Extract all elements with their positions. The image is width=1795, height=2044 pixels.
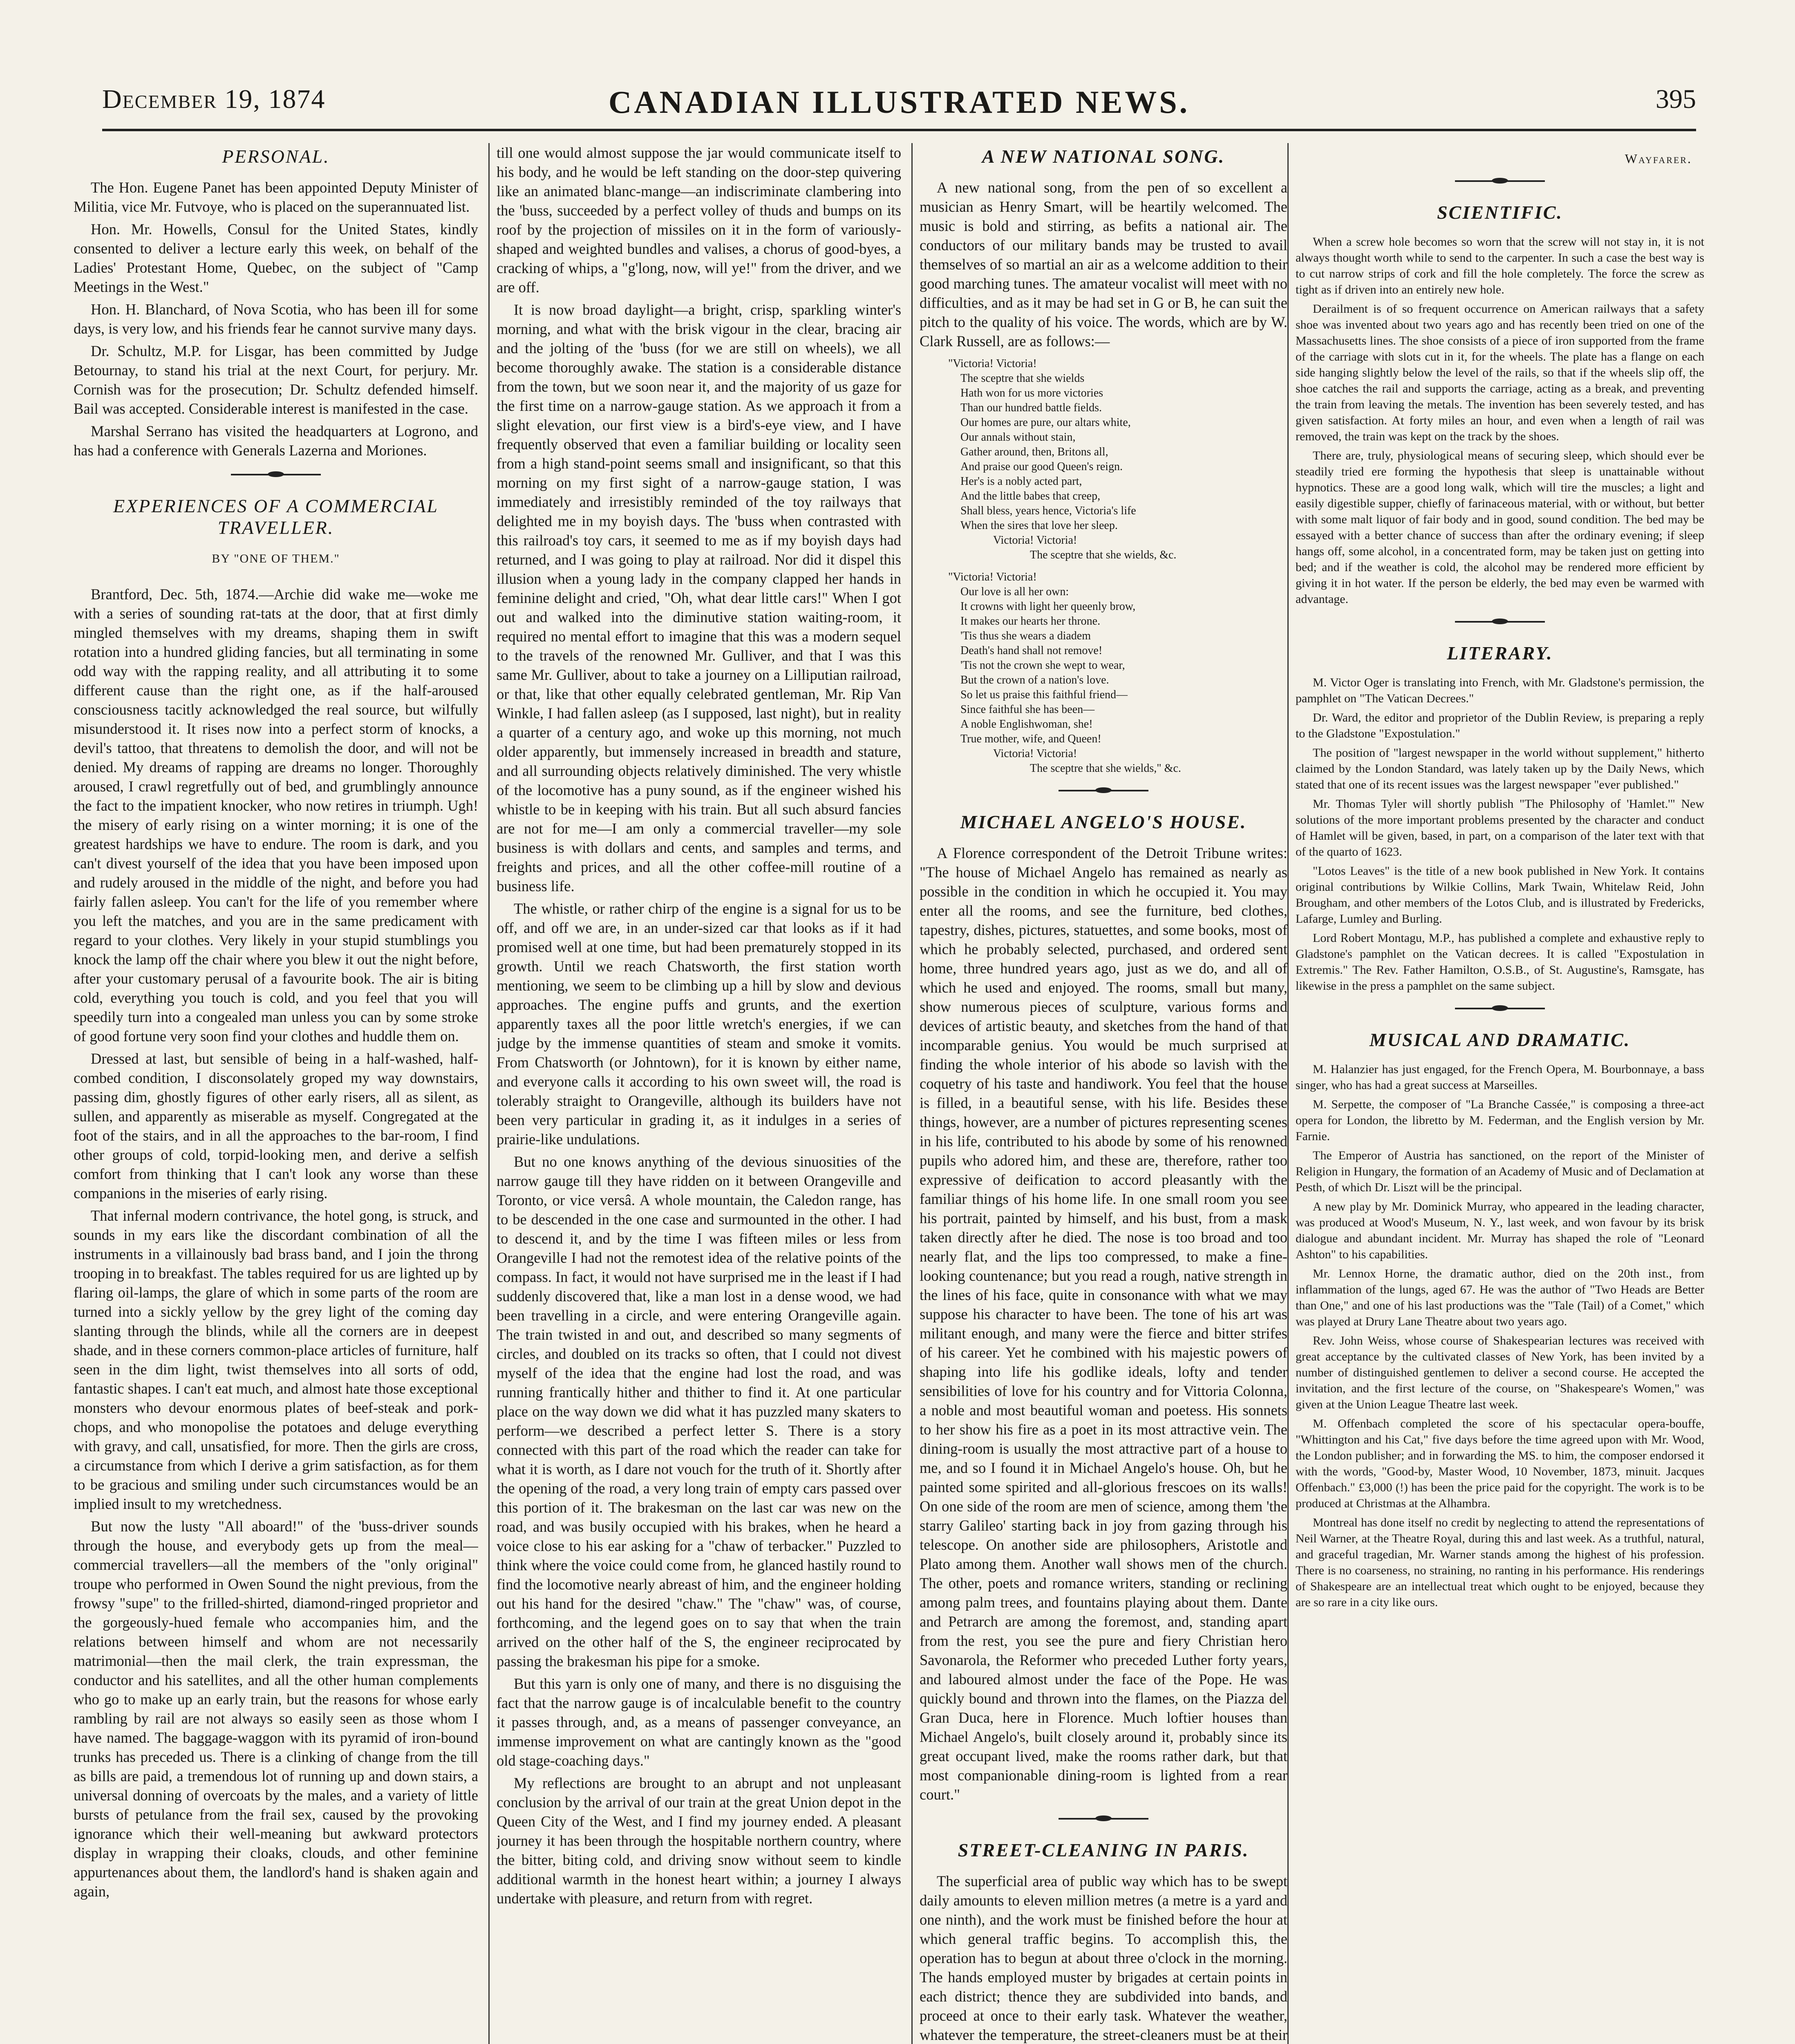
poem-line: So let us praise this faithful friend— <box>960 688 1128 701</box>
byline: BY "ONE OF THEM." <box>212 552 340 565</box>
section-heading: STREET-CLEANING IN PARIS. <box>958 1840 1249 1860</box>
paragraph: Dr. Ward, the editor and proprietor of the Dublin Review, is preparing a reply to the Gladstone "Expostulation." <box>1296 711 1704 740</box>
paragraph: The superficial area of public way which has to be swept daily amounts to eleven million metres (a metre is a yard and one ninth), and the work must be finished before the hour at which general traffic begins. To accomplish this, the operation has to begun at about three o'clock in the morning. The hands employed muster by brigades at certain points in each district; thence they are subdivided into bands, and proceed at once to their early task. Whatever the weather, whatever the temperature, the street-cleaners must be at their <box>920 1873 1287 2043</box>
section-heading: MUSICAL AND DRAMATIC. <box>1369 1029 1631 1050</box>
poem-line: Our love is all her own: <box>960 585 1069 598</box>
paragraph: M. Offenbach completed the score of his spectacular opera-bouffe, "Whittington and his Cat," five days before the time agreed upon with Mr. Wood, the London publisher; and in forwarding the MS. to him, the composer endorsed it with the words, "Good-by, Master Wood, 10 November, 1873, minuit. Jacques Offenbach." £3,000 (!) has been the price paid for the copyright. The work is to be produced at Christmas at the Alhambra. <box>1296 1417 1704 1510</box>
poem-line: But the crown of a nation's love. <box>960 674 1109 686</box>
section-divider <box>1455 621 1545 626</box>
paragraph: A new play by Mr. Dominick Murray, who appeared in the leading character, was produced at Wood's Museum, N. Y., last week, and won favour by its brisk dialogue and abundant incident. Mr. Murray has shaped the role of "Leonard Ashton" to his capabilities. <box>1296 1200 1704 1261</box>
poem-line: Death's hand shall not remove! <box>960 644 1103 657</box>
section-heading: MICHAEL ANGELO'S HOUSE. <box>960 811 1247 832</box>
column-rule <box>488 143 490 2044</box>
section-divider <box>1059 790 1148 795</box>
paragraph: The Emperor of Austria has sanctioned, on the report of the Minister of Religion in Hungary, the formation of an Academy of Music and of Declamation at Pesth, of which Dr. Liszt will be the principal. <box>1296 1149 1704 1194</box>
poem-line: The sceptre that she wields, &c. <box>1030 549 1177 561</box>
paragraph: Rev. John Weiss, whose course of Shakespearian lectures was received with great acceptance by the cultivated classes of New York, has been invited by a number of distinguished gentlemen to deliver a second course. He accepted the invitation, and the first lecture of the course, on "Shakespeare's Women," was given at the Union League Theatre last week. <box>1296 1334 1704 1411</box>
poem-line: Gather around, then, Britons all, <box>960 446 1108 458</box>
column-4 <box>1296 143 1704 2044</box>
signature: Wayfarer. <box>1625 151 1692 166</box>
paragraph: Marshal Serrano has visited the headquarters at Logrono, and has had a conference with Generals Lazerna and Moriones. <box>74 423 478 459</box>
poem-line: And praise our good Queen's reign. <box>960 460 1123 473</box>
paragraph: A Florence correspondent of the Detroit Tribune writes: "The house of Michael Angelo has remained as nearly as possible in the condition in which he occupied it. You may enter all the rooms, and see the furniture, bed clothes, tapestry, dishes, pictures, statuettes, and some books, most of which he probably selected, purchased, and ordered sent home, three hundred years ago, just as we do, and all of which he used and enjoyed. The rooms, small but many, show numerous pieces of sculpture, various forms and devices of artistic beauty, and sketches from the hand of that incomparable genius. You would be much surprised at finding the whole interior of his abode so lavish with the coquetry of his taste and handiwork. You feel that the house is filled, in a beautiful sense, with his life. Besides these things, however, are a number of pictures representing scenes in his life, contributed to his abode by some of his renowned pupils who adored him, and these are, therefore, rather too expressive of deification to accord pleasantly with the familiar things of his home life. In one small room you see his portrait, painted by himself, and his bust, from a mask taken directly after he died. The nose is too broad and too nearly flat, and the lips too compressed, to make a fine-looking countenance; but you read a rough, native strength in the lines of his face, quite in consonance with what we may suppose his character to have been. The tone of his art was militant enough, and many were the fierce and bitter strifes of his career. Yet he combined with his majestic powers of shaping into life his godlike ideals, lofty and tender sensibilities of love for his country and for Vittoria Colonna, a noble and most beautiful woman and poetess. His sonnets to her show his fire as a poet in its most attractive vein. The dining-room is usually the most attractive part of a house to me, and so I found it in Michael Angelo's house. Oh, but he painted some spirited and all-glorious frescoes on its walls! On one side of the room are men of science, among them 'the starry Galileo' starting back in joy from gazing through his telescope. On another side are philosophers, Aristotle and Plato among them. Another wall shows men of the church. The other, poets and romance writers, standing or reclining among palm trees, and fountains playing about them. Dante and Petrarch are among the foremost, and, standing apart from the rest, you see the pure and fiery Christian hero Savonarola, the Reformer who preceded Luther forty years, and laboured almost under the face of the Pope. He was quickly bound and thrown into the flames, on the Piazza del Gran Duca, here in Florence. Much loftier houses than Michael Angelo's, built closely around it, probably since its great occupant lived, make the rooms rather dark, but that most companionable dining-room is lighted from a rear court." <box>920 845 1287 1803</box>
paragraph: The Hon. Eugene Panet has been appointed Deputy Minister of Militia, vice Mr. Futvoye, who is placed on the superannuated list. <box>74 179 478 215</box>
street-cleaning-section <box>920 1839 1287 2044</box>
poem-line: Than our hundred battle fields. <box>960 401 1102 414</box>
scientific-section <box>1296 202 1704 607</box>
literary-section <box>1296 642 1704 994</box>
section-divider <box>1455 1008 1545 1013</box>
paragraph: M. Serpette, the composer of "La Branche Cassée," is composing a three-act opera for London, the libretto by M. Federman, and the English version by Mr. Farnie. <box>1296 1098 1704 1143</box>
column-rule <box>911 143 913 2044</box>
poem-verse <box>948 570 1287 776</box>
experiences-section <box>74 495 478 1901</box>
masthead <box>102 80 1696 131</box>
page-number: 395 <box>1656 84 1696 114</box>
section-heading: PERSONAL. <box>222 146 330 167</box>
musical-section <box>1296 1029 1704 1610</box>
poem-line: Victoria! Victoria! <box>993 747 1077 760</box>
national-song-section <box>920 146 1287 776</box>
paragraph: It is now broad daylight—a bright, crisp, sparkling winter's morning, and what with the brisk vigour in the clear, bracing air and the jolting of the 'buss (for we are still on wheels), we all become thoroughly awake. The station is a considerable distance from the town, but we soon near it, and the majority of us gaze for the first time on a narrow-gauge station. As we approach it from a slight elevation, our first view is a bird's-eye view, and I have frequently observed that even a familiar building or locality seen from a high stand-point seems small and insignificant, so that this morning on my first sight of a narrow-gauge station, I was immediately and irresistibly reminded of the toy railways that delighted me in my boyish days. The 'buss when contrasted with this railroad's toy cars, it seemed to me as if my boyish days had returned, and I was going to play at railroad. Nor did it dispel this illusion when a young lady in the company clapped her hands in feminine delight and cried, "Oh, what dear little cars!" When I got out and walked into the diminutive station waiting-room, it required no mental effort to imagine that this was a modern sequel to the travels of the renowned Mr. Gulliver, and that I was this same Mr. Gulliver, about to take a journey on a Lilliputian railroad, or that, like that other equally celebrated gentleman, Mr. Rip Van Winkle, I had fallen asleep (as I supposed, last night), but in reality a quarter of a century ago, and woke up this morning, not much older apparently, but immensely increased in breadth and stature, and all surrounding objects relatively diminished. The very whistle of the locomotive has a puny sound, as if the engineer wished his whistle to be in keeping with his train. But all such absurd fancies are not for me—I am only a commercial traveller—my sole business is with dollars and cents, and samples and terms, and freights and prices, and all the other coffee-mill routine of a business life. <box>497 301 901 894</box>
section-divider <box>231 474 321 479</box>
personal-section <box>74 146 478 460</box>
angelo-section <box>920 811 1287 1804</box>
paragraph: Dr. Schultz, M.P. for Lisgar, has been committed by Judge Betournay, to stand his trial at the next Court, for perjury. Mr. Cornish was for the prosecution; Dr. Schultz defended himself. Bail was accepted. Considerable interest is manifested in the case. <box>74 343 478 417</box>
paragraph: But this yarn is only one of many, and there is no disguising the fact that the narrow gauge is of incalculable benefit to the country it passes through, and, as a means of passenger conveyance, an immense improvement on what are cantingly known as the "good old stage-coaching days." <box>497 1675 901 1769</box>
poem-line: Our annals without stain, <box>960 431 1076 444</box>
section-heading: EXPERIENCES OF A COMMERCIAL TRAVELLER. <box>113 495 439 538</box>
poem-line: Hath won for us more victories <box>960 387 1103 399</box>
poem-line: The sceptre that she wields <box>960 372 1085 385</box>
column-rule <box>1287 143 1289 2044</box>
poem-line: "Victoria! Victoria! <box>948 357 1037 370</box>
column-1 <box>74 143 478 2044</box>
paragraph: A new national song, from the pen of so excellent a musician as Henry Smart, will be heartily welcomed. The music is bold and stirring, as befits a national air. The conductors of our military bands may be trusted to avail themselves of so martial an air as a welcome addition to their good marching tunes. The amateur vocalist will meet with no difficulties, and as it may be had set in G or B, he can suit the pitch to the quality of his voice. The words, which are by W. Clark Russell, are as follows:— <box>920 179 1287 350</box>
poem-line: The sceptre that she wields," &c. <box>1030 762 1181 775</box>
paragraph: Mr. Thomas Tyler will shortly publish "The Philosophy of 'Hamlet.'" New solutions of the more important problems presented by the character and conduct of Hamlet will be given, based, in part, on a comparison of the later text with that of the quarto of 1623. <box>1296 797 1704 858</box>
paragraph: But no one knows anything of the devious sinuosities of the narrow gauge till they have ridden on it between Orangeville and Toronto, or vice versâ. A whole mountain, the Caledon range, has to be descended in the one case and surmounted in the other. I had to descend it, and by the time I was fifteen miles or less from Orangeville I had not the remotest idea of the relative points of the compass. In fact, it would not have surprised me in the least if I had suddenly discovered that, like a man lost in a dense wood, we had been travelling in a circle, and were entering Orangeville again. The train twisted in and out, and described so many segments of circles, and doubled on its tracks so often, that I could not divest myself of the idea that the engine had lost the road, and was running frantically hither and thither to find it. At one particular place on the way down we did what it has puzzled many skaters to perform—we described a perfect letter S. There is a story connected with this part of the road which the reader can take for what it is worth, as I dare not vouch for the truth of it. Shortly after the opening of the road, a very long train of empty cars passed over this portion of it. The brakesman on the last car was new on the road, and was busily occupied with his brakes, when he heard a voice close to his ear asking for a "chaw of terbacker." Puzzled to think where the voice could come from, he glanced hastily round to find the locomotive nearly abreast of him, and the engineer holding out his hand for the desired "chaw." The "chaw" was, of course, forthcoming, and the legend goes on to say that when the train arrived on the other half of the S, the engineer reciprocated by passing the brakesman his pipe for a smoke. <box>497 1153 901 1670</box>
paragraph: Dressed at last, but sensible of being in a half-washed, half-combed condition, I disconsolately groped my way downstairs, passing dim, ghostly figures of other early risers, all as silent, as sullen, and apparently as miserable as myself. Congregated at the foot of the stairs, and in all the approaches to the bar-room, I find other groups of cold, torpid-looking men, and derive a selfish comfort from thinking that I can't look any worse than these companions in the miseries of early rising. <box>74 1050 478 1201</box>
poem-line: "Victoria! Victoria! <box>948 571 1037 583</box>
paragraph: Montreal has done itself no credit by neglecting to attend the representations of Neil Warner, at the Theatre Royal, during this and last week. As a truthful, natural, and graceful tragedian, Mr. Warner stands among the highest of his profession. There is no coarseness, no straining, no ranting in his performance. His renderings of Shakespeare are an intellectual treat which ought to be enjoyed, because they are so rare in a city like ours. <box>1296 1516 1704 1609</box>
paragraph: The position of "largest newspaper in the world without supplement," hitherto claimed by the London Standard, was lately taken up by the Daily News, which stated that one of its recent issues was the largest newspaper "ever published." <box>1296 746 1704 791</box>
paragraph: "Lotos Leaves" is the title of a new book published in New York. It contains original contributions by Wilkie Collins, Mark Twain, Whitelaw Reid, John Brougham, and other members of the Lotos Club, and is illustrated by Fredericks, Lafarge, Lumley and Burling. <box>1296 864 1704 926</box>
column-2 <box>497 143 901 2044</box>
column-3 <box>920 143 1287 2044</box>
poem-line: Victoria! Victoria! <box>993 534 1077 547</box>
poem-line: Shall bless, years hence, Victoria's life <box>960 504 1136 517</box>
issue-date: December 19, 1874 <box>102 84 326 114</box>
poem-line: And the little babes that creep, <box>960 490 1101 502</box>
poem-line: It makes our hearts her throne. <box>960 615 1101 628</box>
section-heading: A NEW NATIONAL SONG. <box>982 146 1225 167</box>
section-heading: LITERARY. <box>1447 643 1553 663</box>
poem-line: Our homes are pure, our altars white, <box>960 416 1131 429</box>
paragraph: M. Victor Oger is translating into French, with Mr. Gladstone's permission, the pamphlet on "The Vatican Decrees." <box>1296 676 1704 705</box>
paragraph: The whistle, or rather chirp of the engine is a signal for us to be off, and off we are, in an under-sized car that looks as if it had promised well at one time, but had been prematurely stopped in its growth. Until we reach Chatsworth, the first station worth mentioning, we seem to be climbing up a hill by slow and devious approaches. The engine puffs and grunts, and the exertion apparently taxes all the poor little wretch's energies, if we can judge by the immense quantities of steam and smoke it vomits. From Chatsworth (or Johntown), for it is known by either name, and everyone calls it according to his own sweet will, the road is tolerably straight to Orangeville, although its builders have not been very particular in grading it, as it indulges in a series of prairie-like undulations. <box>497 900 901 1148</box>
paragraph: Lord Robert Montagu, M.P., has published a complete and exhaustive reply to Gladstone's pamphlet on the Vatican decrees. It is called "Expostulation in Extremis." The Rev. Father Hamilton, O.S.B., of St. Augustine's, Ramsgate, has likewise in the press a pamphlet on the same subject. <box>1296 931 1704 993</box>
poem-verse <box>948 356 1287 563</box>
paragraph: M. Halanzier has just engaged, for the French Opera, M. Bourbonnaye, a bass singer, who has had a great success at Marseilles. <box>1296 1062 1704 1092</box>
paragraph: But now the lusty "All aboard!" of the 'buss-driver sounds through the house, and everybody gets up from the meal—commercial travellers—all the members of the "only original" troupe who performed in Owen Sound the night previous, from the frowsy "supe" to the frilled-shirted, diamond-ringed proprietor and the gorgeously-hued female who accompanies him, and the relations between himself and whom are not necessarily matrimonial—then the mail clerk, the train expressman, the conductor and his satellites, and all the other human complements who go to make up an early train, but the reasons for whose early rambling by rail are not always so easily seen as those whom I have named. The baggage-waggon with its pyramid of iron-bound trunks has preceded us. There is a clinking of change from the till as bills are paid, a tremendous lot of running up and down stairs, a universal donning of overcoats by the males, and a variety of little bursts of petulance from the frail sex, caused by the provoking ignorance which their well-meaning but awkward protectors display in wrapping their cloaks, clouds, and other feminine appurtenances about them, the landlord's hand is shaken again and again, <box>74 1518 478 1900</box>
paragraph: When a screw hole becomes so worn that the screw will not stay in, it is not always thought worth while to send to the carpenter. In such a case the best way is to cut narrow strips of cork and fill the hole completely. The force the screw as tight as if driven into an entirely new hole. <box>1296 235 1704 296</box>
newspaper-title: CANADIAN ILLUSTRATED NEWS. <box>608 84 1190 120</box>
paragraph: Hon. Mr. Howells, Consul for the United States, kindly consented to deliver a lecture early this week, on behalf of the Ladies' Protestant Home, Quebec, on the subject of "Camp Meetings in the West." <box>74 221 478 295</box>
poem-line: When the sires that love her sleep. <box>960 519 1118 532</box>
paragraph: Hon. H. Blanchard, of Nova Scotia, who has been ill for some days, is very low, and his friends fear he cannot survive many days. <box>74 301 478 337</box>
paragraph: Brantford, Dec. 5th, 1874.—Archie did wake me—woke me with a series of sounding rat-tats at the door, that at first dimly mingled themselves with my dreams, shaping them in swift rotation into a hundred gliding fancies, but all terminating in some odd way with the rapping reality, and all attributing it to some different cause than the right one, as if the half-aroused consciousness tacitly acknowledged the real source, but wilfully misunderstood it. It rises now into a perfect storm of knocks, a devil's tattoo, that threatens to demolish the door, and will not be denied. My dreams of rapping are dreams no longer. Thoroughly aroused, I crawl regretfully out of bed, and grumblingly announce the fact to the impatient knocker, who now retires in triumph. Ugh! the misery of early rising on a winter morning; it is one of the greatest hardships we have to endure. The room is dark, and you can't divest yourself of the idea that you have been imposed upon and rudely aroused in the middle of the night, and before you had fairly fallen asleep. You can't for the life of you remember where you left the matches, and you are in the same predicament with regard to your clothes. Very likely in your stupid stumblings you knock the lamp off the chair where you blew it out the night before, after your customary perusal of a favourite book. The air is biting cold, everything you touch is cold, and you feel that you will speedily turn into a congealed man unless you can by some stroke of good fortune very soon find your clothes and huddle them on. <box>74 586 478 1044</box>
paragraph: Derailment is of so frequent occurrence on American railways that a safety shoe was invented about two years ago and has recently been tried on one of the Massachusetts lines. The shoe consists of a piece of iron supported from the frame of the carriage with slots cut in it, for the wheels. The plate has a flange on each side hanging slightly below the level of the rails, so that if the wheels slip off, the shoe catches the rail and supports the carriage, acting as a break, and preventing the train from leaving the metals. The invention has been severely tested, and has given satisfaction. At forty miles an hour, and even when a length of rail was removed, the train was kept on the track by the shoes. <box>1296 302 1704 443</box>
poem-line: 'Tis thus she wears a diadem <box>960 630 1091 642</box>
paragraph: Mr. Lennox Horne, the dramatic author, died on the 20th inst., from inflammation of the lungs, aged 67. He was the author of "Two Heads are Better than One," and one of his last productions was the "Tale (Tail) of a Comet," which was played at Drury Lane Theatre about two years ago. <box>1296 1267 1704 1328</box>
section-heading: SCIENTIFIC. <box>1437 202 1563 223</box>
poem-line: A noble Englishwoman, she! <box>960 718 1093 731</box>
poem-line: Since faithful she has been— <box>960 703 1095 716</box>
paragraph: That infernal modern contrivance, the hotel gong, is struck, and sounds in my ears like the discordant combination of all the instruments in a villainously bad brass band, and I join the throng trooping in to breakfast. The tables required for us are lighted up by flaring oil-lamps, the glare of which in some parts of the room are turned into a sickly yellow by the grey light of the coming day slanting through the blinds, while all the corners are in deepest shade, and in these corners common-place articles of furniture, half seen in the dim light, twist themselves into all sorts of odd, fantastic shapes. I can't eat much, and almost hate those exceptional monsters who devour enormous plates of beef-steak and pork-chops, and who monopolise the potatoes and deluge everything with gravy, and call, unsatisfied, for more. Then the girls are cross, a circumstance from which I derive a grim satisfaction, as for them to be gracious and smiling under such circumstances would be an implied insult to my wretchedness. <box>74 1207 478 1512</box>
paragraph: My reflections are brought to an abrupt and not unpleasant conclusion by the arrival of our train at the great Union depot in the Queen City of the West, and I find my journey ended. A pleasant journey it has been through the hospitable northern country, where the bitter, biting cold, and driving snow without seem to kindle additional warmth in the honest heart within; a journey I always undertake with pleasure, and return from with regret. <box>497 1775 901 1907</box>
paragraph: There are, truly, physiological means of securing sleep, which should ever be steadily tried ere forming the hypothesis that sleep is unattainable without hypnotics. These are a good long walk, which will tire the muscles; a light and easily digestible supper, chiefly of farinaceous material, with or without, but better with some malt liquor of fair body and in good, sound condition. The bed may be essayed with a better chance of success than after the ordinary evening; if sleep hangs off, some alcohol, in a concentrated form, may be taken just on getting into bed; and if the weather is cold, the alcohol may be rendered more efficient by giving it in hot water. If the person be elderly, the bed may even be warmed with advantage. <box>1296 449 1704 606</box>
poem-line: 'Tis not the crown she wept to wear, <box>960 659 1125 672</box>
paragraph: till one would almost suppose the jar would communicate itself to his body, and he would be left standing on the door-step quivering like an animated blanc-mange—an indiscriminate clambering into the 'buss, succeeded by a perfect volley of thuds and bumps on its roof by the projection of missiles on it in the form of variously-shaped and weighted bundles and valises, a chorus of good-byes, a cracking of whips, a "g'long, now, will ye!" from the driver, and we are off. <box>497 144 901 296</box>
poem-line: It crowns with light her queenly brow, <box>960 600 1136 613</box>
section-divider <box>1059 1818 1148 1823</box>
poem-line: True mother, wife, and Queen! <box>960 733 1101 745</box>
section-divider <box>1455 180 1545 185</box>
poem-line: Her's is a nobly acted part, <box>960 475 1082 488</box>
